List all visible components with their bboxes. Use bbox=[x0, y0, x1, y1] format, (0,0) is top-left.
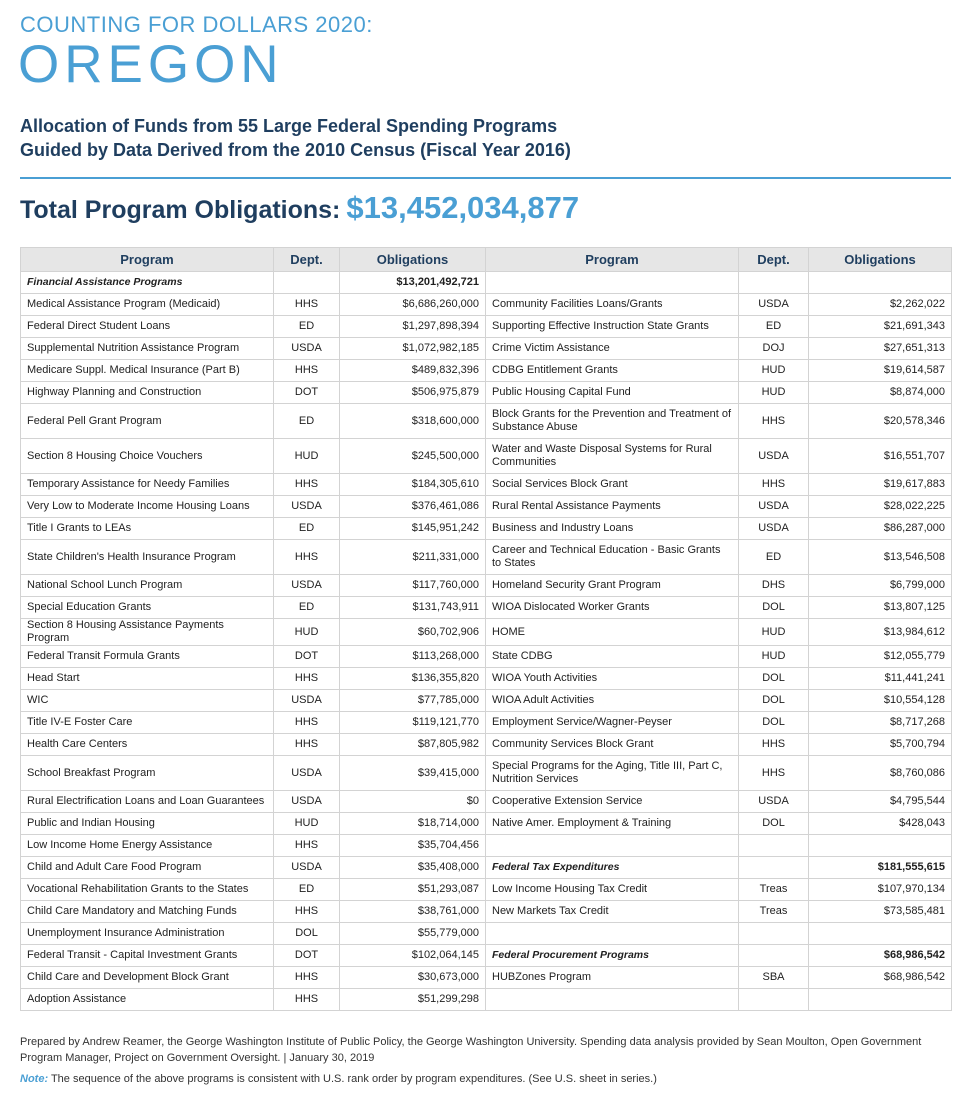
left-dept-code: HHS bbox=[274, 294, 340, 316]
right-dept-code: HUD bbox=[739, 382, 809, 404]
right-program-name: Special Programs for the Aging, Title III, Part C, Nutrition Services bbox=[486, 756, 739, 791]
table-row bbox=[21, 967, 952, 989]
table-row bbox=[21, 857, 952, 879]
left-program-name: State Children's Health Insurance Program bbox=[21, 540, 274, 575]
left-program-name: Child Care Mandatory and Matching Funds bbox=[21, 901, 274, 923]
left-dept-code: USDA bbox=[274, 791, 340, 813]
left-obligation-amount: $136,355,820 bbox=[340, 668, 486, 690]
table-row bbox=[21, 923, 952, 945]
right-dept-code: HUD bbox=[739, 646, 809, 668]
left-dept-code: HHS bbox=[274, 989, 340, 1011]
right-obligation-amount: $8,717,268 bbox=[809, 712, 952, 734]
right-obligation-amount: $86,287,000 bbox=[809, 518, 952, 540]
left-dept-code: ED bbox=[274, 518, 340, 540]
left-program-name: Medical Assistance Program (Medicaid) bbox=[21, 294, 274, 316]
left-program-name: Title IV-E Foster Care bbox=[21, 712, 274, 734]
right-program-name: CDBG Entitlement Grants bbox=[486, 360, 739, 382]
right-dept-code: USDA bbox=[739, 294, 809, 316]
left-program-name: Low Income Home Energy Assistance bbox=[21, 835, 274, 857]
right-program-name: Community Services Block Grant bbox=[486, 734, 739, 756]
left-program-name: Federal Pell Grant Program bbox=[21, 404, 274, 439]
table-row bbox=[21, 712, 952, 734]
left-dept-code: HHS bbox=[274, 967, 340, 989]
right-program-name bbox=[486, 272, 739, 294]
right-program-name bbox=[486, 835, 739, 857]
table-row bbox=[21, 945, 952, 967]
right-dept-code: DOL bbox=[739, 597, 809, 619]
left-dept-code: HHS bbox=[274, 360, 340, 382]
left-dept-code: HUD bbox=[274, 439, 340, 474]
header-divider bbox=[20, 177, 951, 179]
right-obligation-amount: $12,055,779 bbox=[809, 646, 952, 668]
right-program-name bbox=[486, 923, 739, 945]
right-obligation-amount bbox=[809, 272, 952, 294]
right-obligation-amount: $5,700,794 bbox=[809, 734, 952, 756]
right-dept-code bbox=[739, 857, 809, 879]
right-dept-code: DOJ bbox=[739, 338, 809, 360]
right-obligation-amount bbox=[809, 923, 952, 945]
right-dept-code: HUD bbox=[739, 619, 809, 646]
right-program-name: Rural Rental Assistance Payments bbox=[486, 496, 739, 518]
right-obligation-amount: $19,617,883 bbox=[809, 474, 952, 496]
table-row bbox=[21, 619, 952, 646]
table-row bbox=[21, 404, 952, 439]
total-label: Total Program Obligations: bbox=[20, 196, 341, 224]
left-program-name: Child Care and Development Block Grant bbox=[21, 967, 274, 989]
left-dept-code: DOL bbox=[274, 923, 340, 945]
right-program-name: Native Amer. Employment & Training bbox=[486, 813, 739, 835]
right-obligation-amount: $2,262,022 bbox=[809, 294, 952, 316]
table-row bbox=[21, 879, 952, 901]
left-obligation-amount: $0 bbox=[340, 791, 486, 813]
table-header-row bbox=[21, 248, 952, 272]
left-obligation-amount: $55,779,000 bbox=[340, 923, 486, 945]
left-category-total: $13,201,492,721 bbox=[340, 272, 486, 294]
col-header-obligations-left: Obligations bbox=[340, 248, 486, 272]
left-dept-code: USDA bbox=[274, 338, 340, 360]
left-dept-code: HHS bbox=[274, 474, 340, 496]
right-program-name: Community Facilities Loans/Grants bbox=[486, 294, 739, 316]
left-obligation-amount: $18,714,000 bbox=[340, 813, 486, 835]
left-obligation-amount: $51,293,087 bbox=[340, 879, 486, 901]
right-category-label: Federal Procurement Programs bbox=[486, 945, 739, 967]
left-obligation-amount: $318,600,000 bbox=[340, 404, 486, 439]
left-dept-code: HHS bbox=[274, 712, 340, 734]
left-obligation-amount: $119,121,770 bbox=[340, 712, 486, 734]
left-program-name: Vocational Rehabilitation Grants to the States bbox=[21, 879, 274, 901]
right-dept-code: DOL bbox=[739, 813, 809, 835]
right-program-name: Career and Technical Education - Basic Grants to States bbox=[486, 540, 739, 575]
left-dept-code: HUD bbox=[274, 813, 340, 835]
right-dept-code bbox=[739, 272, 809, 294]
table-row bbox=[21, 756, 952, 791]
left-program-name: Federal Direct Student Loans bbox=[21, 316, 274, 338]
left-dept-code: USDA bbox=[274, 756, 340, 791]
col-header-dept-left: Dept. bbox=[274, 248, 340, 272]
table-row bbox=[21, 835, 952, 857]
table-row bbox=[21, 518, 952, 540]
left-program-name: Rural Electrification Loans and Loan Guarantees bbox=[21, 791, 274, 813]
table-row bbox=[21, 294, 952, 316]
left-program-name: Medicare Suppl. Medical Insurance (Part B) bbox=[21, 360, 274, 382]
right-program-name: Cooperative Extension Service bbox=[486, 791, 739, 813]
subtitle-line-2: Guided by Data Derived from the 2010 Census (Fiscal Year 2016) bbox=[20, 140, 571, 160]
total-obligations bbox=[20, 190, 579, 226]
table-row bbox=[21, 496, 952, 518]
right-obligation-amount: $11,441,241 bbox=[809, 668, 952, 690]
right-obligation-amount: $6,799,000 bbox=[809, 575, 952, 597]
table-row bbox=[21, 272, 952, 294]
right-dept-code: HHS bbox=[739, 474, 809, 496]
left-program-name: School Breakfast Program bbox=[21, 756, 274, 791]
left-program-name: Federal Transit Formula Grants bbox=[21, 646, 274, 668]
left-obligation-amount: $38,761,000 bbox=[340, 901, 486, 923]
left-program-name: Very Low to Moderate Income Housing Loans bbox=[21, 496, 274, 518]
right-dept-code: ED bbox=[739, 540, 809, 575]
left-dept-code: ED bbox=[274, 879, 340, 901]
right-dept-code: DOL bbox=[739, 668, 809, 690]
table-row bbox=[21, 690, 952, 712]
left-obligation-amount: $77,785,000 bbox=[340, 690, 486, 712]
right-dept-code: SBA bbox=[739, 967, 809, 989]
right-obligation-amount: $19,614,587 bbox=[809, 360, 952, 382]
right-dept-code: HHS bbox=[739, 404, 809, 439]
right-dept-code bbox=[739, 835, 809, 857]
right-obligation-amount: $428,043 bbox=[809, 813, 952, 835]
left-dept-code: USDA bbox=[274, 857, 340, 879]
left-dept-code bbox=[274, 272, 340, 294]
subtitle bbox=[20, 114, 820, 162]
left-obligation-amount: $30,673,000 bbox=[340, 967, 486, 989]
right-obligation-amount: $8,874,000 bbox=[809, 382, 952, 404]
left-obligation-amount: $113,268,000 bbox=[340, 646, 486, 668]
right-program-name: State CDBG bbox=[486, 646, 739, 668]
left-obligation-amount: $117,760,000 bbox=[340, 575, 486, 597]
right-program-name: Employment Service/Wagner-Peyser bbox=[486, 712, 739, 734]
table-row bbox=[21, 439, 952, 474]
right-dept-code: USDA bbox=[739, 496, 809, 518]
right-dept-code: HUD bbox=[739, 360, 809, 382]
right-program-name: WIOA Youth Activities bbox=[486, 668, 739, 690]
right-program-name: Crime Victim Assistance bbox=[486, 338, 739, 360]
left-obligation-amount: $35,704,456 bbox=[340, 835, 486, 857]
left-obligation-amount: $131,743,911 bbox=[340, 597, 486, 619]
left-program-name: Public and Indian Housing bbox=[21, 813, 274, 835]
left-program-name: Title I Grants to LEAs bbox=[21, 518, 274, 540]
left-program-name: National School Lunch Program bbox=[21, 575, 274, 597]
left-dept-code: HHS bbox=[274, 734, 340, 756]
left-dept-code: HHS bbox=[274, 540, 340, 575]
right-obligation-amount: $107,970,134 bbox=[809, 879, 952, 901]
left-obligation-amount: $211,331,000 bbox=[340, 540, 486, 575]
left-program-name: Unemployment Insurance Administration bbox=[21, 923, 274, 945]
right-dept-code: USDA bbox=[739, 439, 809, 474]
left-obligation-amount: $6,686,260,000 bbox=[340, 294, 486, 316]
right-program-name: HOME bbox=[486, 619, 739, 646]
right-program-name: Low Income Housing Tax Credit bbox=[486, 879, 739, 901]
left-program-name: Federal Transit - Capital Investment Grants bbox=[21, 945, 274, 967]
right-dept-code: DOL bbox=[739, 712, 809, 734]
left-obligation-amount: $1,297,898,394 bbox=[340, 316, 486, 338]
right-obligation-amount: $4,795,544 bbox=[809, 791, 952, 813]
left-category-label: Financial Assistance Programs bbox=[21, 272, 274, 294]
right-obligation-amount: $20,578,346 bbox=[809, 404, 952, 439]
note-label: Note: bbox=[20, 1073, 49, 1085]
right-dept-code: USDA bbox=[739, 791, 809, 813]
right-category-label: Federal Tax Expenditures bbox=[486, 857, 739, 879]
right-program-name: Social Services Block Grant bbox=[486, 474, 739, 496]
table-row bbox=[21, 316, 952, 338]
right-obligation-amount: $8,760,086 bbox=[809, 756, 952, 791]
right-program-name: Supporting Effective Instruction State Grants bbox=[486, 316, 739, 338]
right-dept-code: HHS bbox=[739, 734, 809, 756]
table-row bbox=[21, 668, 952, 690]
right-category-total: $181,555,615 bbox=[809, 857, 952, 879]
left-program-name: WIC bbox=[21, 690, 274, 712]
right-obligation-amount: $13,546,508 bbox=[809, 540, 952, 575]
left-obligation-amount: $87,805,982 bbox=[340, 734, 486, 756]
programs-table bbox=[20, 247, 952, 1011]
table-row bbox=[21, 575, 952, 597]
right-program-name: Water and Waste Disposal Systems for Rural Communities bbox=[486, 439, 739, 474]
left-dept-code: USDA bbox=[274, 496, 340, 518]
col-header-program-right: Program bbox=[486, 248, 739, 272]
footer-note bbox=[20, 1073, 950, 1085]
left-obligation-amount: $39,415,000 bbox=[340, 756, 486, 791]
left-program-name: Head Start bbox=[21, 668, 274, 690]
table-row bbox=[21, 734, 952, 756]
left-program-name: Temporary Assistance for Needy Families bbox=[21, 474, 274, 496]
right-dept-code bbox=[739, 989, 809, 1011]
table-row bbox=[21, 901, 952, 923]
subtitle-line-1: Allocation of Funds from 55 Large Federal Spending Programs bbox=[20, 116, 558, 136]
right-program-name: WIOA Adult Activities bbox=[486, 690, 739, 712]
left-program-name: Section 8 Housing Choice Vouchers bbox=[21, 439, 274, 474]
state-title: OREGON bbox=[18, 35, 284, 94]
table-row bbox=[21, 646, 952, 668]
left-obligation-amount: $506,975,879 bbox=[340, 382, 486, 404]
left-obligation-amount: $35,408,000 bbox=[340, 857, 486, 879]
right-dept-code: USDA bbox=[739, 518, 809, 540]
left-obligation-amount: $102,064,145 bbox=[340, 945, 486, 967]
table-row bbox=[21, 540, 952, 575]
left-dept-code: HHS bbox=[274, 668, 340, 690]
right-dept-code bbox=[739, 923, 809, 945]
left-dept-code: HHS bbox=[274, 901, 340, 923]
left-dept-code: ED bbox=[274, 316, 340, 338]
table-row bbox=[21, 813, 952, 835]
right-dept-code bbox=[739, 945, 809, 967]
right-obligation-amount: $13,807,125 bbox=[809, 597, 952, 619]
right-obligation-amount: $21,691,343 bbox=[809, 316, 952, 338]
table-row bbox=[21, 474, 952, 496]
right-program-name: WIOA Dislocated Worker Grants bbox=[486, 597, 739, 619]
left-dept-code: DOT bbox=[274, 646, 340, 668]
right-program-name: Public Housing Capital Fund bbox=[486, 382, 739, 404]
right-obligation-amount: $27,651,313 bbox=[809, 338, 952, 360]
right-dept-code: HHS bbox=[739, 756, 809, 791]
left-program-name: Highway Planning and Construction bbox=[21, 382, 274, 404]
right-program-name: HUBZones Program bbox=[486, 967, 739, 989]
series-kicker: COUNTING FOR DOLLARS 2020: bbox=[20, 12, 373, 37]
left-dept-code: ED bbox=[274, 404, 340, 439]
left-program-name: Adoption Assistance bbox=[21, 989, 274, 1011]
left-dept-code: ED bbox=[274, 597, 340, 619]
left-obligation-amount: $184,305,610 bbox=[340, 474, 486, 496]
right-obligation-amount bbox=[809, 835, 952, 857]
table-row bbox=[21, 382, 952, 404]
right-dept-code: Treas bbox=[739, 879, 809, 901]
right-dept-code: DHS bbox=[739, 575, 809, 597]
table-row bbox=[21, 791, 952, 813]
table-row bbox=[21, 338, 952, 360]
right-dept-code: Treas bbox=[739, 901, 809, 923]
left-dept-code: HUD bbox=[274, 619, 340, 646]
right-program-name: Block Grants for the Prevention and Treatment of Substance Abuse bbox=[486, 404, 739, 439]
left-program-name: Supplemental Nutrition Assistance Program bbox=[21, 338, 274, 360]
right-dept-code: DOL bbox=[739, 690, 809, 712]
note-text: The sequence of the above programs is consistent with U.S. rank order by program expenditures. (See U.S. sheet in series.) bbox=[48, 1073, 657, 1085]
left-obligation-amount: $51,299,298 bbox=[340, 989, 486, 1011]
left-obligation-amount: $376,461,086 bbox=[340, 496, 486, 518]
right-program-name: New Markets Tax Credit bbox=[486, 901, 739, 923]
right-obligation-amount: $73,585,481 bbox=[809, 901, 952, 923]
right-category-total: $68,986,542 bbox=[809, 945, 952, 967]
left-dept-code: USDA bbox=[274, 575, 340, 597]
left-dept-code: HHS bbox=[274, 835, 340, 857]
total-amount: $13,452,034,877 bbox=[346, 190, 580, 225]
left-dept-code: DOT bbox=[274, 382, 340, 404]
table-row bbox=[21, 597, 952, 619]
col-header-obligations-right: Obligations bbox=[809, 248, 952, 272]
right-obligation-amount: $10,554,128 bbox=[809, 690, 952, 712]
col-header-dept-right: Dept. bbox=[739, 248, 809, 272]
left-program-name: Health Care Centers bbox=[21, 734, 274, 756]
left-program-name: Special Education Grants bbox=[21, 597, 274, 619]
left-obligation-amount: $60,702,906 bbox=[340, 619, 486, 646]
right-obligation-amount: $13,984,612 bbox=[809, 619, 952, 646]
right-program-name: Homeland Security Grant Program bbox=[486, 575, 739, 597]
right-dept-code: ED bbox=[739, 316, 809, 338]
left-obligation-amount: $145,951,242 bbox=[340, 518, 486, 540]
right-program-name: Business and Industry Loans bbox=[486, 518, 739, 540]
right-obligation-amount: $16,551,707 bbox=[809, 439, 952, 474]
right-program-name bbox=[486, 989, 739, 1011]
left-dept-code: USDA bbox=[274, 690, 340, 712]
right-obligation-amount bbox=[809, 989, 952, 1011]
footer-credits: Prepared by Andrew Reamer, the George Washington Institute of Public Policy, the George Washington University. Spending data analysis provided by Sean Moulton, Open Government Program Manager, Project on Government Oversight. | January 30, 2019 bbox=[20, 1036, 922, 1064]
left-obligation-amount: $1,072,982,185 bbox=[340, 338, 486, 360]
left-dept-code: DOT bbox=[274, 945, 340, 967]
left-obligation-amount: $489,832,396 bbox=[340, 360, 486, 382]
col-header-program-left: Program bbox=[21, 248, 274, 272]
right-obligation-amount: $28,022,225 bbox=[809, 496, 952, 518]
right-obligation-amount: $68,986,542 bbox=[809, 967, 952, 989]
left-program-name: Child and Adult Care Food Program bbox=[21, 857, 274, 879]
left-obligation-amount: $245,500,000 bbox=[340, 439, 486, 474]
table-row bbox=[21, 360, 952, 382]
left-program-name: Section 8 Housing Assistance Payments Program bbox=[21, 619, 274, 646]
table-row bbox=[21, 989, 952, 1011]
